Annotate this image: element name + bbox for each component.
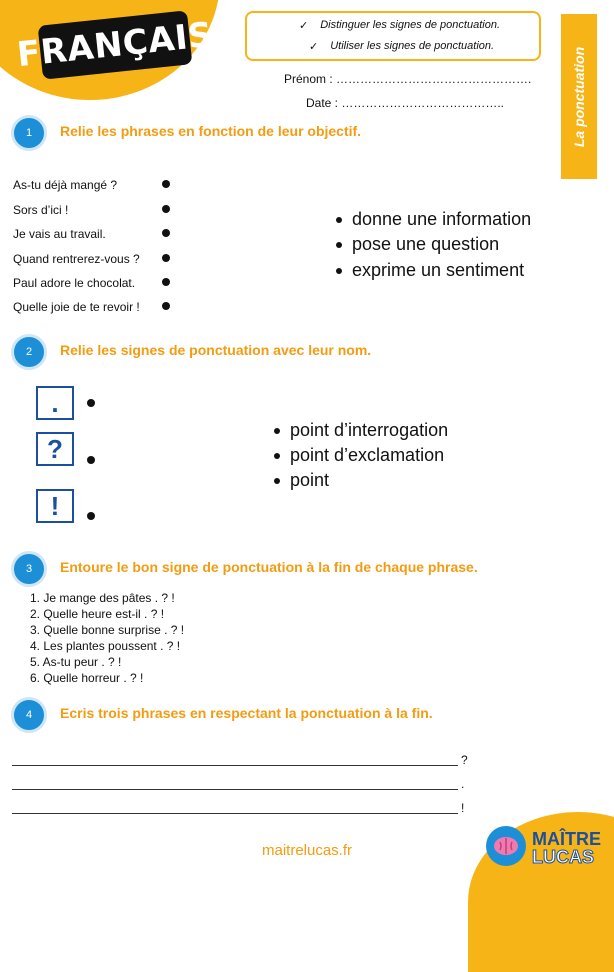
- name-option-label: point: [290, 470, 330, 490]
- prenom-field[interactable]: Prénom : ………………………………………….: [284, 72, 532, 86]
- logo-line: LUCAS: [532, 847, 594, 867]
- section-title: Relie les signes de ponctuation avec leur nom.: [60, 342, 372, 358]
- check-icon: ✓: [299, 20, 309, 32]
- exclamation-symbol-box: !: [36, 489, 74, 523]
- objective-option[interactable]: [336, 234, 499, 255]
- side-tab-label: La ponctuation: [571, 46, 587, 147]
- objective-text: Utiliser les signes de ponctuation.: [330, 40, 495, 52]
- writing-line[interactable]: [12, 813, 458, 814]
- date-field[interactable]: Date : …………………………………..: [306, 96, 505, 110]
- phrase-item: Paul adore le chocolat.: [13, 276, 136, 290]
- objective-option[interactable]: [336, 260, 524, 281]
- objectives-box: [245, 11, 541, 61]
- phrase-item: As-tu déjà mangé ?: [13, 178, 118, 192]
- link-dot[interactable]: [162, 205, 170, 213]
- logo-line: MAÎTRE: [532, 829, 601, 849]
- section-number: 1: [11, 115, 47, 151]
- objective-option-label: exprime un sentiment: [352, 260, 525, 280]
- bullet-dot: [274, 478, 280, 484]
- objective-text: Distinguer les signes de ponctuation.: [320, 19, 500, 31]
- name-option[interactable]: [274, 420, 448, 441]
- phrase-item: Quand rentrerez-vous ?: [13, 252, 140, 266]
- name-option[interactable]: [274, 470, 329, 491]
- name-option[interactable]: [274, 445, 444, 466]
- line-ending: !: [461, 801, 465, 815]
- link-dot[interactable]: [162, 278, 170, 286]
- objective-option[interactable]: [336, 209, 531, 230]
- bullet-dot: [274, 428, 280, 434]
- subject-title: FRANÇAIS: [15, 14, 215, 76]
- footer-link[interactable]: maitrelucas.fr: [261, 842, 353, 859]
- side-tab: [561, 14, 597, 179]
- name-option-label: point d’interrogation: [290, 420, 449, 440]
- name-option-label: point d’exclamation: [290, 445, 445, 465]
- objective-option-label: donne une information: [352, 209, 532, 229]
- phrase-item: Je vais au travail.: [13, 227, 106, 241]
- question-symbol-box: ?: [36, 432, 74, 466]
- objective-item: [309, 40, 494, 53]
- line-ending: ?: [461, 753, 468, 767]
- link-dot[interactable]: [87, 399, 95, 407]
- phrase-item: Sors d’ici !: [13, 203, 69, 217]
- objective-item: [299, 19, 500, 32]
- link-dot[interactable]: [162, 254, 170, 262]
- link-dot[interactable]: [162, 302, 170, 310]
- section-number: 2: [11, 334, 47, 370]
- list-item[interactable]: 2. Quelle heure est-il . ? !: [30, 607, 165, 621]
- list-item[interactable]: 4. Les plantes poussent . ? !: [30, 639, 181, 653]
- brain-icon: [486, 826, 526, 866]
- bullet-dot: [336, 242, 342, 248]
- writing-line[interactable]: [12, 765, 458, 766]
- brand-logo: [532, 830, 601, 866]
- list-item[interactable]: 5. As-tu peur . ? !: [30, 655, 122, 669]
- phrase-item: Quelle joie de te revoir !: [13, 300, 140, 314]
- link-dot[interactable]: [162, 180, 170, 188]
- bullet-dot: [336, 268, 342, 274]
- link-dot[interactable]: [162, 229, 170, 237]
- period-symbol-box: .: [36, 386, 74, 420]
- section-title: Entoure le bon signe de ponctuation à la fin de chaque phrase.: [60, 559, 478, 575]
- list-item[interactable]: 6. Quelle horreur . ? !: [30, 671, 144, 685]
- writing-line[interactable]: [12, 789, 458, 790]
- section-number: 4: [11, 697, 47, 733]
- section-title: Relie les phrases en fonction de leur objectif.: [60, 123, 362, 139]
- list-item[interactable]: 1. Je mange des pâtes . ? !: [30, 591, 175, 605]
- check-icon: ✓: [309, 41, 319, 53]
- bullet-dot: [336, 217, 342, 223]
- link-dot[interactable]: [87, 512, 95, 520]
- bullet-dot: [274, 453, 280, 459]
- objective-option-label: pose une question: [352, 234, 500, 254]
- line-ending: .: [461, 777, 465, 791]
- section-title: Ecris trois phrases en respectant la ponctuation à la fin.: [60, 705, 433, 721]
- section-number: 3: [11, 551, 47, 587]
- list-item[interactable]: 3. Quelle bonne surprise . ? !: [30, 623, 185, 637]
- link-dot[interactable]: [87, 456, 95, 464]
